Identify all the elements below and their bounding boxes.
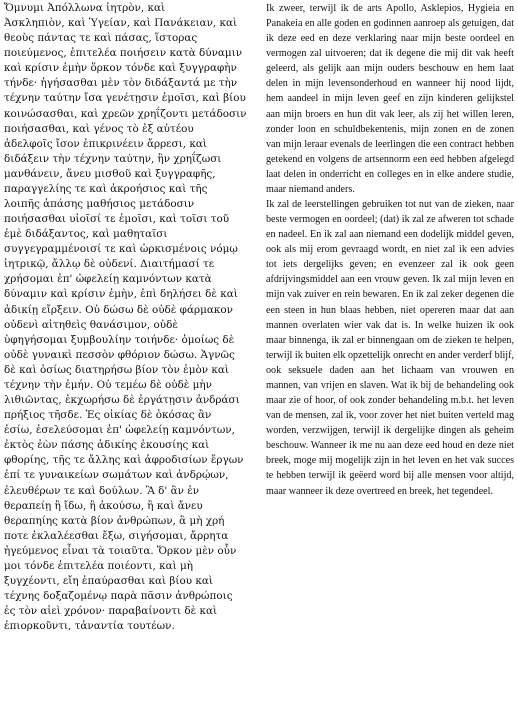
greek-text-line: Ὄμνυμι Ἀπόλλωνα ἰητρὸν, καὶ: [4, 2, 166, 14]
greek-text-line: τέχνης δοξαζομένῳ παρὰ πᾶσιν ἀνθρώποις: [4, 590, 233, 603]
greek-text-line: θεοὺς πάντας τε καὶ πάσας, ἵστορας: [4, 32, 198, 45]
greek-text-line: τέχνην ταύτην ἴσα γενέτῃσιν ἐμοῖσι, καὶ βίου: [4, 92, 246, 105]
greek-text-line: ἐπιορκοῦντι, τἀναντία τουτέων.: [4, 620, 175, 633]
greek-text-line: ἐκτὸς ἐὼν πάσης ἀδικίης ἑκουσίης καὶ: [4, 439, 210, 452]
greek-text-line: τήνδε· ἡγήσασθαι μὲν τὸν διδάξαντά με τὴν: [4, 77, 238, 90]
dutch-translation-column: [266, 1, 514, 499]
greek-text-line: καὶ κρίσιν ἐμὴν ὅρκον τόνδε καὶ ξυγγραφὴν: [4, 62, 237, 75]
greek-text-line: μανθάνειν, ἄνευ μισθοῦ καὶ ξυγγραφῆς,: [4, 167, 216, 180]
greek-text-line: ὑφηγήσομαι ξυμβουλίην τοιήνδε· ὁμοίως δὲ: [4, 333, 235, 346]
greek-text-line: διδάξειν τὴν τέχνην ταύτην, ἢν χρηΐζωσι: [4, 152, 222, 165]
dutch-paragraph: Ik zweer, terwijl ik de arts Apollo, Asklepios, Hygieia en Panakeia en alle goden en godinnen aanroep als getuigen, dat ik deze eed en deze verklaring naar mijn beste oordeel en vermogen zal uitvoeren; dat ik degene die mij dit vak heeft geleerd, als gelijk aan mijn ouders beschouw en hem laat delen in mijn levensonderhoud en wanneer hij nood lijdt, hem aandeel in mijn leven geef en zijn kinderen gelijkstel aan mijn broers en hun dit vak leer, als zij het willen leren, zonder loon en schuldbekentenis, mijn zonen en de zonen van mijn leraar evenals de leerlingen die een contract hebben getekend en volgens de artsennorm een eed hebben afgelegd laat delen in onderricht en colleges en in elke andere studie, maar niemand anders.: [266, 3, 514, 195]
greek-text-line: χρήσομαι ἐπ' ὠφελείῃ καμνόντων κατὰ: [4, 273, 212, 286]
greek-text-column: [4, 1, 258, 634]
greek-text-line: ἐλευθέρων τε καὶ δούλων. Ἃ δ' ἂν ἐν: [4, 484, 200, 497]
greek-text-line: ποιήσασθαι, καὶ γένος τὸ ἐξ αὐτέου: [4, 122, 194, 135]
greek-text-line: πρήξιος τῆσδε. Ἐς οἰκίας δὲ ὁκόσας ἂν: [4, 409, 212, 422]
greek-text-line: οὐδὲ γυναικὶ πεσσὸν φθόριον δώσω. Ἁγνῶς: [4, 348, 235, 361]
greek-text-line: ποτε ἐκλαλέεσθαι ἔξω, σιγήσομαι, ἄρρητα: [4, 529, 229, 542]
greek-text-line: φθορίης, τῆς τε ἄλλης καὶ ἀφροδισίων ἔργων: [4, 454, 244, 467]
greek-text-line: λιθιῶντας, ἐκχωρήσω δὲ ἐργάτῃσιν ἀνδράσι: [4, 394, 240, 407]
greek-text-line: ξυγχέοντι, εἴη ἐπαύρασθαι καὶ βίου καὶ: [4, 574, 213, 587]
greek-text-line: ποιήσασθαι υἱοῖσί τε ἐμοῖσι, καὶ τοῖσι τοῦ: [4, 213, 230, 226]
greek-text-line: ποιεύμενος, ἐπιτελέα ποιήσειν κατὰ δύναμιν: [4, 47, 243, 60]
greek-text-line: ἐς τὸν αἰεὶ χρόνον· παραβαίνοντι δὲ καὶ: [4, 605, 218, 618]
greek-text-line: ἐμὲ διδάξαντος, καὶ μαθηταῖσι: [4, 228, 168, 241]
greek-text-line: ἀδικίῃ εἴρξειν. Οὐ δώσω δὲ οὐδὲ φάρμακον: [4, 303, 233, 316]
greek-text-line: δὲ καὶ ὁσίως διατηρήσω βίον τὸν ἐμὸν καὶ: [4, 363, 229, 376]
greek-text-line: θεραπηίης κατὰ βίον ἀνθρώπων, ἃ μὴ χρή: [4, 514, 225, 527]
greek-text-line: Ἀσκληπιὸν, καὶ Ὑγείαν, καὶ Πανάκειαν, καὶ: [4, 17, 238, 30]
greek-text-line: κοινώσασθαι, καὶ χρεῶν χρηΐζοντι μετάδοσιν: [4, 107, 247, 120]
greek-text-line: θεραπείῃ ἢ ἴδω, ἢ ἀκούσω, ἢ καὶ ἄνευ: [4, 499, 203, 512]
greek-text-line: παραγγελίης τε καὶ ἀκροήσιος καὶ τῆς: [4, 182, 208, 195]
greek-text-line: ἡγεύμενος εἶναι τὰ τοιαῦτα. Ὅρκον μὲν οὖν: [4, 544, 237, 557]
greek-text-line: οὐδενὶ αἰτηθεὶς θανάσιμον, οὐδὲ: [4, 318, 178, 331]
greek-text-line: ἰητρικῷ, ἄλλῳ δὲ οὐδενί. Διαιτήμασί τε: [4, 258, 215, 271]
greek-text-line: τέχνην τὴν ἐμήν. Οὐ τεμέω δὲ οὐδὲ μὴν: [4, 378, 212, 391]
greek-text-line: ἀδελφοῖς ἴσον ἐπικρινέειν ἄρρεσι, καὶ: [4, 137, 207, 150]
greek-text-line: μοι τόνδε ἐπιτελέα ποιέοντι, καὶ μὴ: [4, 559, 193, 572]
greek-text-line: ἐπί τε γυναικείων σωμάτων καὶ ἀνδρῴων,: [4, 469, 229, 482]
greek-text-line: δύναμιν καὶ κρίσιν ἐμὴν, ἐπὶ δηλήσει δὲ καὶ: [4, 288, 238, 301]
greek-text-line: συγγεγραμμένοισί τε καὶ ὡρκισμένοις νόμῳ: [4, 243, 238, 256]
greek-text-line: λοιπῆς ἁπάσης μαθήσιος μετάδοσιν: [4, 198, 195, 211]
dutch-paragraph: Ik zal de leerstellingen gebruiken tot nut van de zieken, naar beste vermogen en oordeel; (dat) ik zal ze afweren tot schade en nadeel. En ik zal aan niemand een dodelijk middel geven, ook als mij erom gevraagd wordt, en niet zal ik een advies tot iets dergelijks geven; en evenzeer zal ik ook geen afdrijvingsmiddel aan een vrouw geven. Ik zal mijn leven en mijn vak zuiver en rein bewaren. En ik zal zeker degenen die een steen in hun blaas hebben, niet opereren maar dat aan mannen overlaten wier vak dat is. In welke huizen ik ook maar binnenga, ik zal er binnengaan om de zieken te helpen, terwijl ik buiten elk opzettelijk onrecht en ander verderf blijf, ook seksuele daden aan het lichaam van vrouwen en mannen, van vrijen en slaven. Wat ik bij de behandeling ook maar zie of hoor, of ook zonder behandeling m.b.t. het leven van de mensen, zal ik, voor zover het niet buiten verteld mag worden, verzwijgen, terwijl ik dergelijke dingen als geheim beschouw. Wanneer ik me nu aan deze eed houd en deze niet breek, moge mij mogelijk zijn in het leven en het vak succes te hebben terwijl ik geëerd word bij alle mensen voor altijd, maar wanneer ik deze overtreed en breek, het tegendeel.: [266, 199, 514, 497]
greek-text-line: ἐσίω, ἐσελεύσομαι ἐπ' ὠφελείῃ καμνόντων,: [4, 424, 235, 437]
